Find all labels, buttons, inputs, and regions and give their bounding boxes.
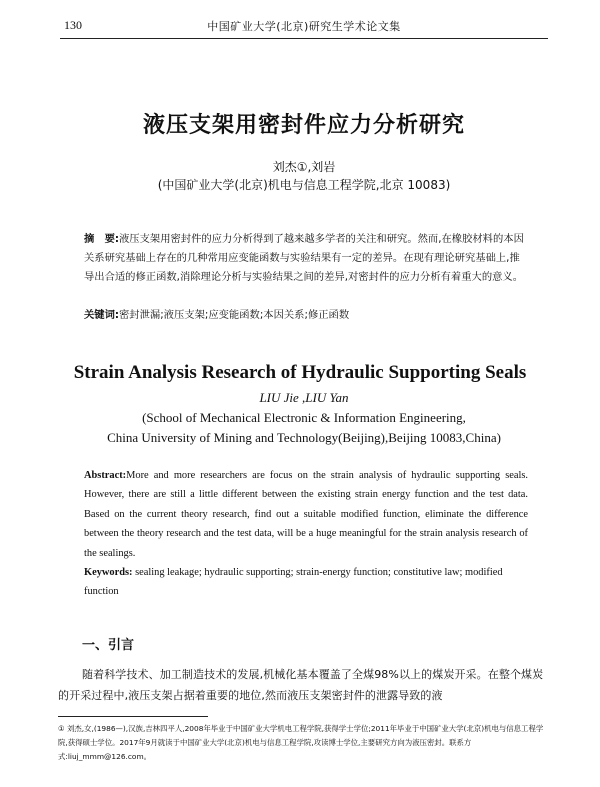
title-chinese: 液压支架用密封件应力分析研究	[142, 113, 465, 138]
keywords-english	[84, 563, 528, 602]
footnote-divider	[58, 716, 208, 717]
title-english: Strain Analysis Research of Hydraulic Supporting Seals	[73, 362, 527, 383]
affiliation-english-line-2: China University of Mining and Technology(Beijing),Beijing 10083,China)	[107, 430, 501, 445]
journal-title: 中国矿业大学(北京)研究生学术论文集	[207, 20, 401, 33]
author-footnote: ① 刘杰,女,(1986—),汉族,吉林四平人,2008年毕业于中国矿业大学机电工程学院,获得学士学位;2011年毕业于中国矿业大学(北京)机电与信息工程学院,获得硕士学位。2017年9月就读于中国矿业大学(北京)机电与信息工程学院,攻读博士学位,主要研究方向为液压密封。联系方式:liuj_mmm@126.com。	[58, 724, 544, 761]
keywords-chinese-label: 关键词:	[84, 309, 120, 321]
abstract-chinese-label: 摘 要:	[84, 233, 120, 245]
abstract-english	[84, 466, 528, 563]
affiliation-chinese: (中国矿业大学(北京)机电与信息工程学院,北京 10083)	[157, 178, 451, 192]
keywords-english-label: Keywords:	[84, 567, 133, 578]
abstract-english-text: More and more researchers are focus on the strain analysis of hydraulic supporting seals. However, there are still a little different between the existing strain energy function and the test data. Based on the current theory research, find out a suitable modified function, eliminate the difference between the theory research and the test data, will be a huge meaningful for the strain analysis research of the sealings.	[84, 470, 528, 559]
body-paragraph: 随着科学技术、加工制造技术的发展,机械化基本覆盖了全煤98%以上的煤炭开采。在整个煤炭的开采过程中,液压支架占据着重要的地位,然而液压支架密封件的泄露导致的液	[58, 668, 544, 702]
section-heading-introduction: 一、引言	[82, 638, 135, 653]
authors-chinese: 刘杰①,刘岩	[272, 160, 336, 174]
page-number: 130	[64, 18, 82, 32]
affiliation-english-line-1: (School of Mechanical Electronic & Information Engineering,	[142, 410, 466, 425]
keywords-chinese-text: 密封泄漏;液压支架;应变能函数;本因关系;修正函数	[119, 309, 350, 321]
abstract-chinese-text: 液压支架用密封件的应力分析得到了越来越多学者的关注和研究。然而,在橡胶材料的本因关系研究基础上存在的几种常用应变能函数与实验结果有一定的差异。在现有理论研究基础上,推导出合适的修正函数,消除理论分析与实验结果之间的差异,对密封件的应力分析有着重大的意义。	[84, 233, 524, 283]
running-header	[60, 16, 548, 39]
keywords-english-text: sealing leakage; hydraulic supporting; strain-energy function; constitutive law; modified function	[84, 567, 503, 598]
abstract-chinese	[84, 230, 528, 287]
abstract-english-label: Abstract:	[84, 470, 127, 481]
keywords-chinese	[84, 306, 528, 325]
authors-english: LIU Jie ,LIU Yan	[259, 390, 349, 405]
